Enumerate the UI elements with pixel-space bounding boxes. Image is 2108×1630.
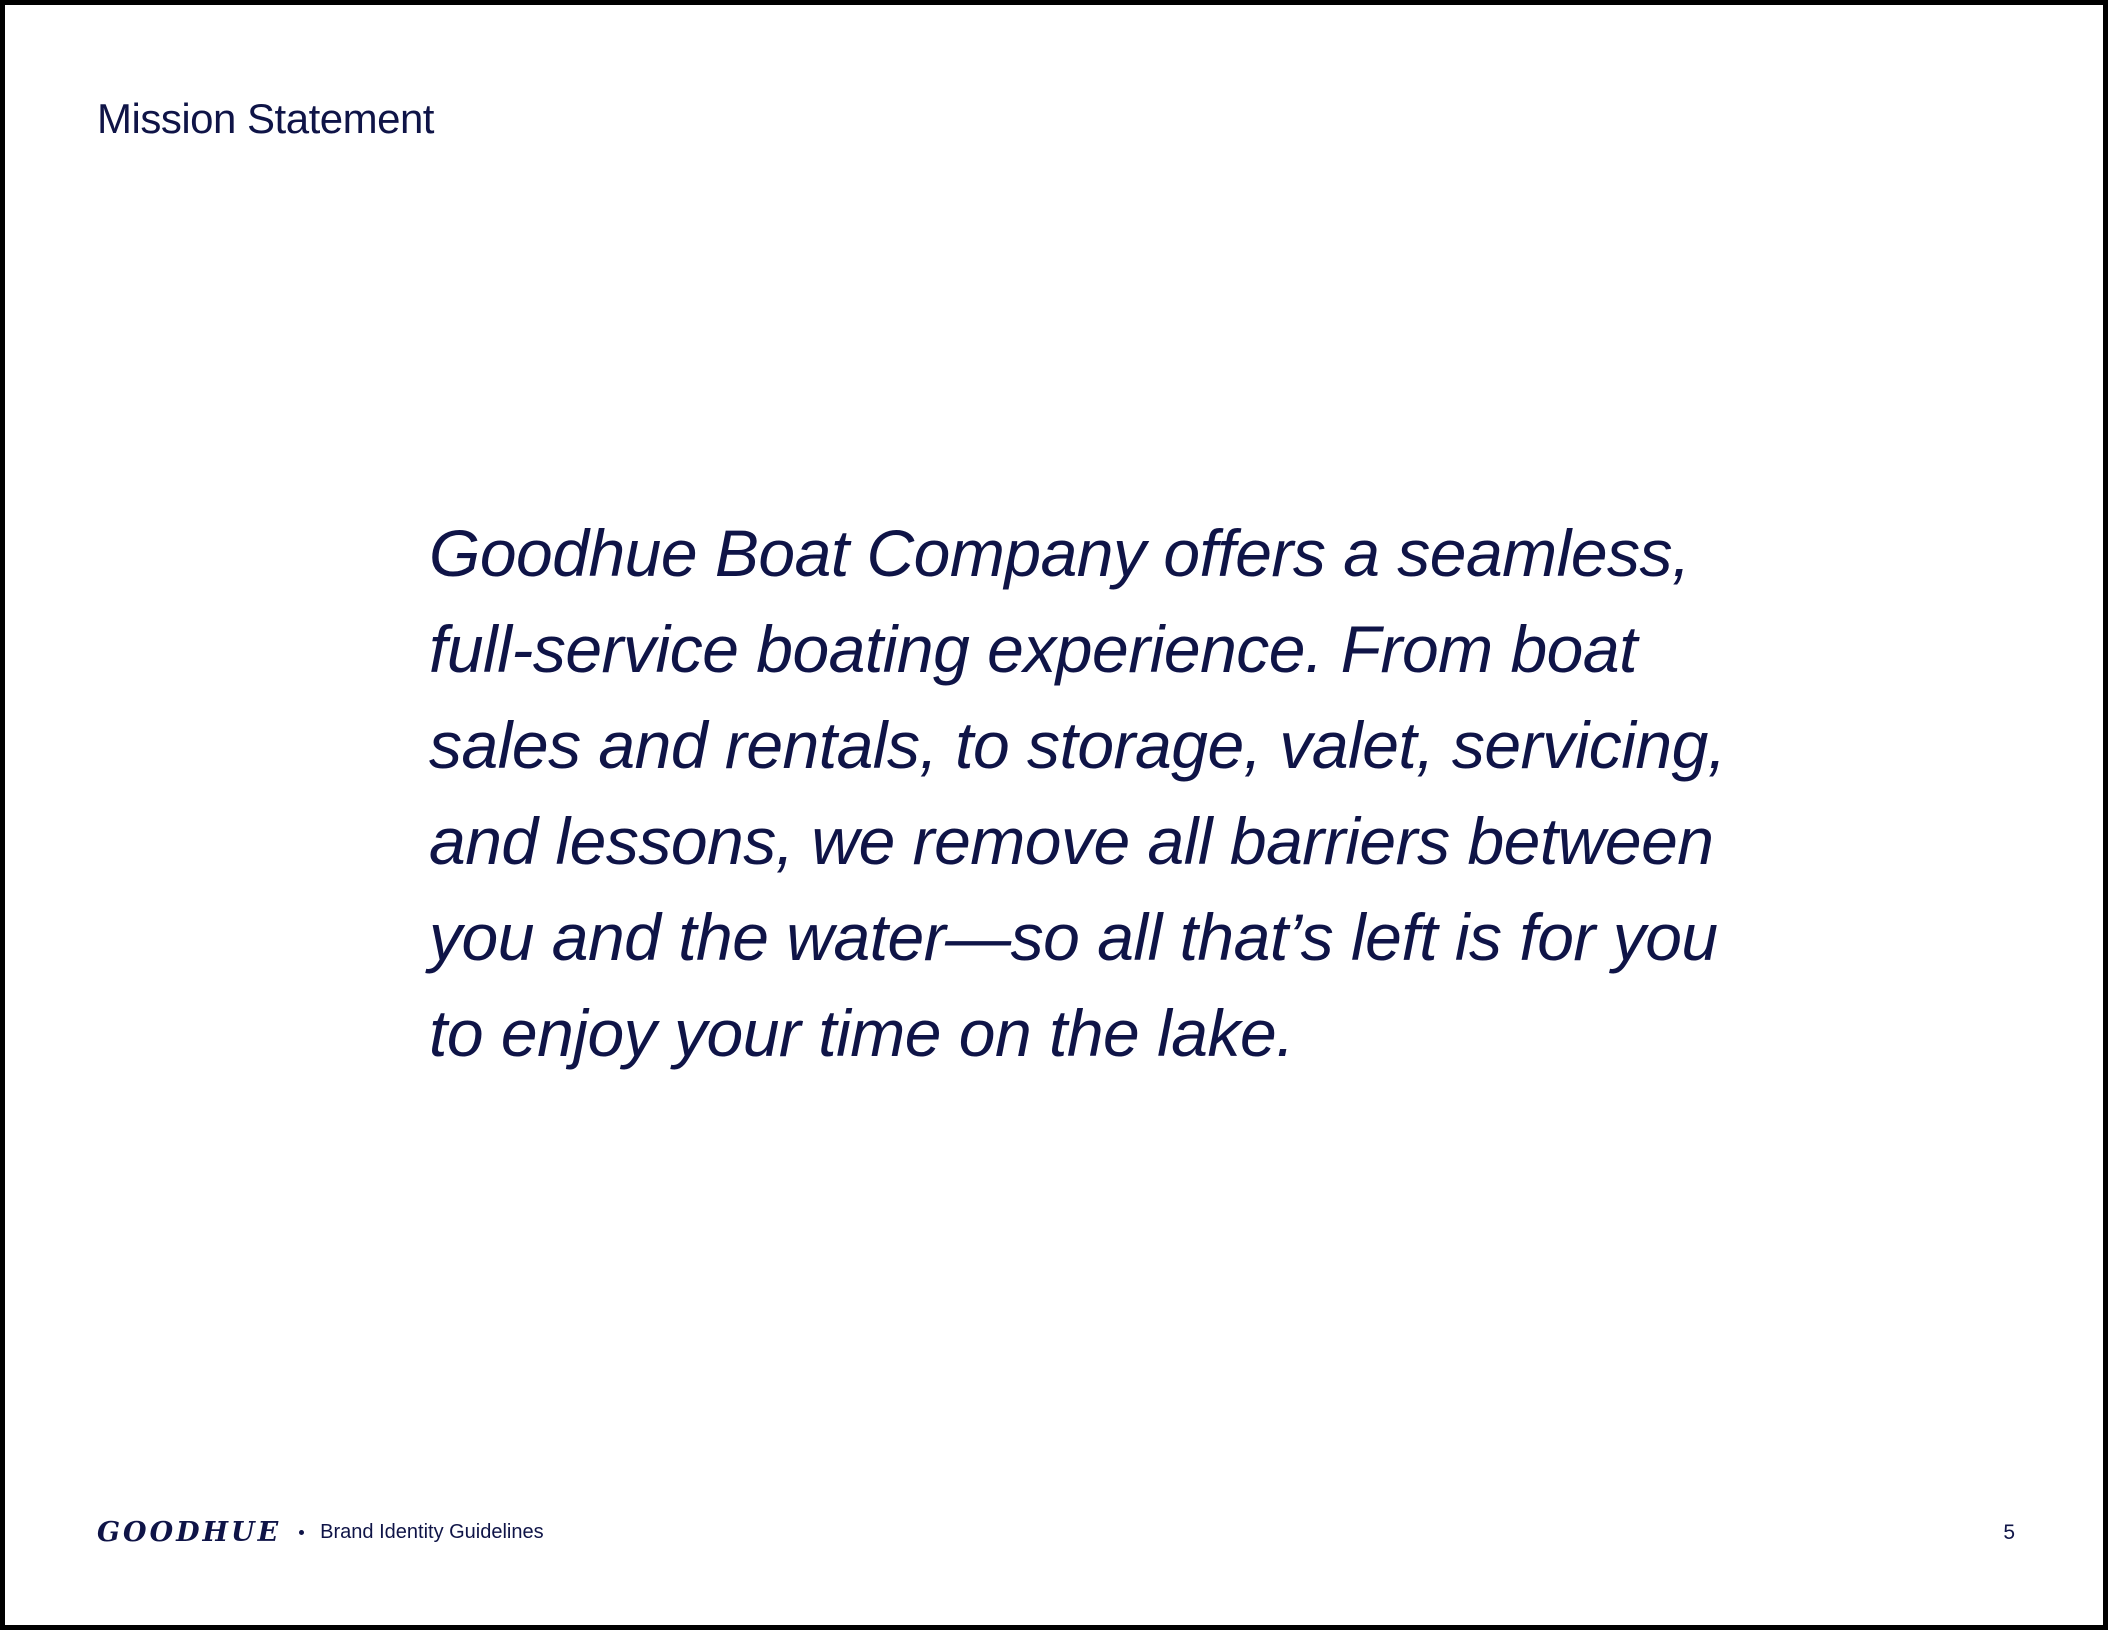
mission-line: and lessons, we remove all barriers between: [429, 804, 1714, 878]
mission-line: Goodhue Boat Company offers a seamless,: [429, 516, 1690, 590]
separator-dot: [299, 1530, 304, 1535]
page-number: 5: [2003, 1521, 2015, 1544]
mission-line: to enjoy your time on the lake.: [429, 996, 1294, 1070]
mission-statement: [429, 505, 1729, 1081]
section-title: Mission Statement: [97, 95, 434, 142]
brand-wordmark: GOODHUE: [97, 1517, 282, 1548]
mission-line: sales and rentals, to storage, valet, servicing,: [429, 708, 1726, 782]
document-label: Brand Identity Guidelines: [320, 1521, 544, 1543]
footer: [97, 1517, 544, 1548]
mission-line: you and the water—so all that’s left is for you: [429, 900, 1718, 974]
mission-line: full-service boating experience. From boat: [429, 612, 1637, 686]
